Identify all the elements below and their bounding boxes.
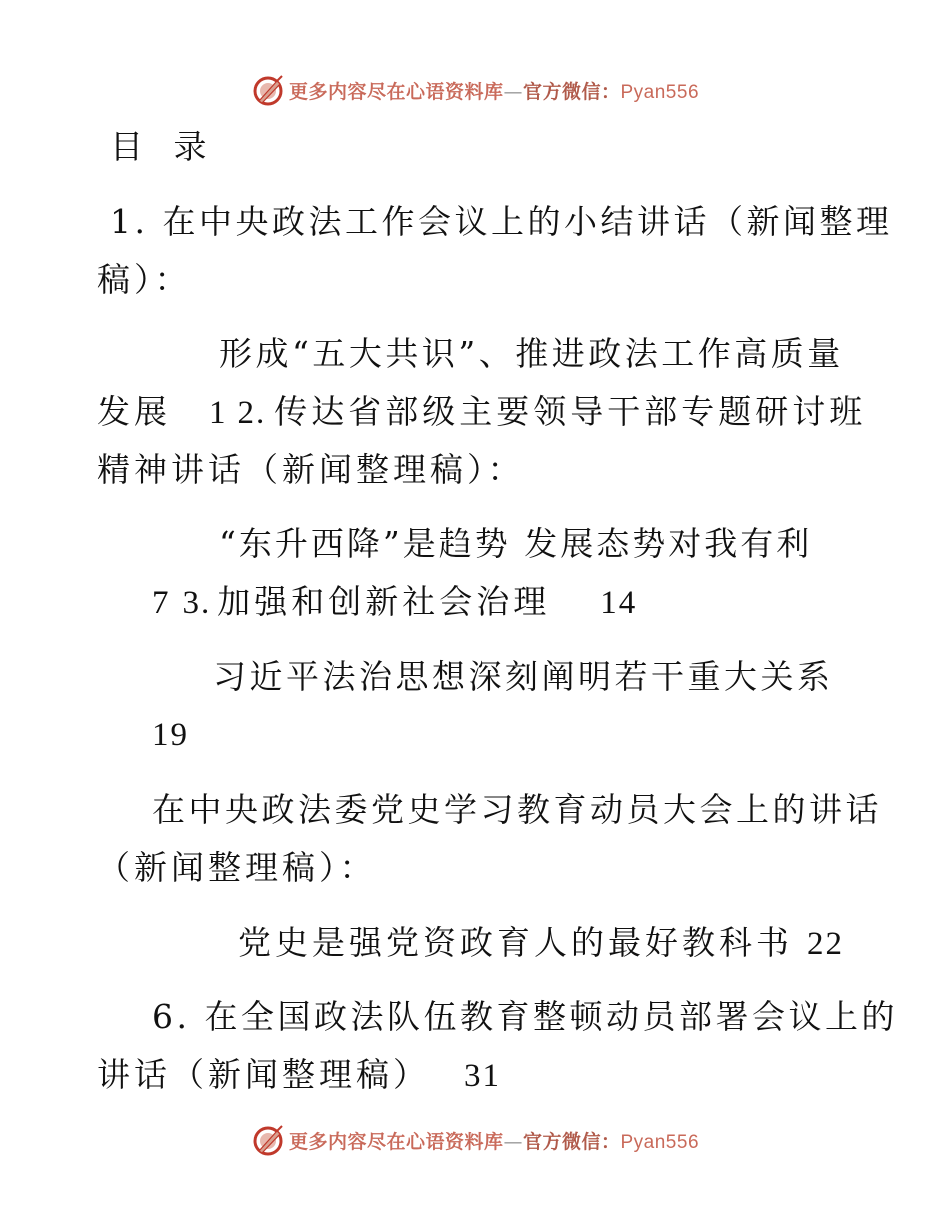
- toc-entry-3-page[interactable]: 14: [600, 585, 638, 621]
- toc-entry-6-line-2-row: [97, 1055, 501, 1096]
- toc-entry-5-subtitle[interactable]: 党史是强党资政育人的最好教科书: [238, 923, 793, 962]
- header-watermark: [0, 70, 950, 110]
- watermark-handle: Pyan556: [620, 1131, 700, 1153]
- toc-entry-2-page[interactable]: 7: [152, 585, 171, 621]
- toc-entry-4-text[interactable]: 习近平法治思想深刻阐明若干重大关系: [213, 657, 834, 696]
- toc-entry-1-line-1[interactable]: 1. 在中央政法工作会议上的小结讲话（新闻整理: [110, 202, 893, 241]
- toc-entry-2-line-2[interactable]: 精神讲话（新闻整理稿）：: [97, 450, 525, 489]
- watermark-handle: Pyan556: [620, 81, 700, 103]
- toc-entry-5-line-2[interactable]: （新闻整理稿）：: [97, 848, 377, 887]
- toc-entry-1-subtitle[interactable]: 形成“五大共识”、推进政法工作高质量: [219, 334, 844, 373]
- toc-entry-5-subtitle-row: [238, 923, 844, 964]
- toc-entry-3-text[interactable]: 加强和创新社会治理: [217, 582, 551, 621]
- toc-entry-2-subtitle[interactable]: “东升西降”是趋势 发展态势对我有利: [219, 524, 813, 563]
- toc-entry-6-line-2[interactable]: 讲话（新闻整理稿）: [97, 1055, 430, 1094]
- footer-watermark: [0, 1120, 950, 1160]
- quill-logo-icon: [251, 1123, 285, 1157]
- toc-entry-1-line-2[interactable]: 稿）：: [97, 260, 192, 299]
- toc-entry-2-line-1[interactable]: 传达省部级主要领导干部专题研讨班: [274, 392, 867, 431]
- toc-entry-3-number[interactable]: 3.: [182, 585, 212, 621]
- watermark-dash: —: [503, 1130, 523, 1153]
- toc-entry-6-page[interactable]: 31: [464, 1058, 501, 1094]
- watermark-lead: 更多内容尽在心语资料库: [288, 80, 504, 103]
- quill-logo-icon: [251, 73, 285, 107]
- toc-entry-5-line-1[interactable]: 在中央政法委党史学习教育动员大会上的讲话: [152, 790, 882, 829]
- toc-entry-6-line-1[interactable]: 6. 在全国政法队伍教育整顿动员部署会议上的: [152, 997, 898, 1036]
- watermark-text: [289, 77, 699, 104]
- toc-entry-2-number[interactable]: 2.: [237, 395, 267, 431]
- watermark-lead: 更多内容尽在心语资料库: [288, 1130, 504, 1153]
- toc-entry-1-line-4: [97, 392, 866, 433]
- toc-entry-4-page[interactable]: 19: [152, 717, 189, 753]
- watermark-text: [289, 1127, 699, 1154]
- toc-entry-5-page[interactable]: 22: [807, 926, 844, 962]
- watermark-dash: —: [503, 80, 523, 103]
- toc-title: 目 录: [110, 127, 217, 166]
- toc-entry-1-page[interactable]: 1: [209, 395, 228, 431]
- watermark-tail: 官方微信：: [522, 1130, 621, 1153]
- watermark-tail: 官方微信：: [522, 80, 621, 103]
- toc-entry-3-row: [152, 582, 637, 623]
- toc-entry-1-tail[interactable]: 发展: [97, 392, 171, 431]
